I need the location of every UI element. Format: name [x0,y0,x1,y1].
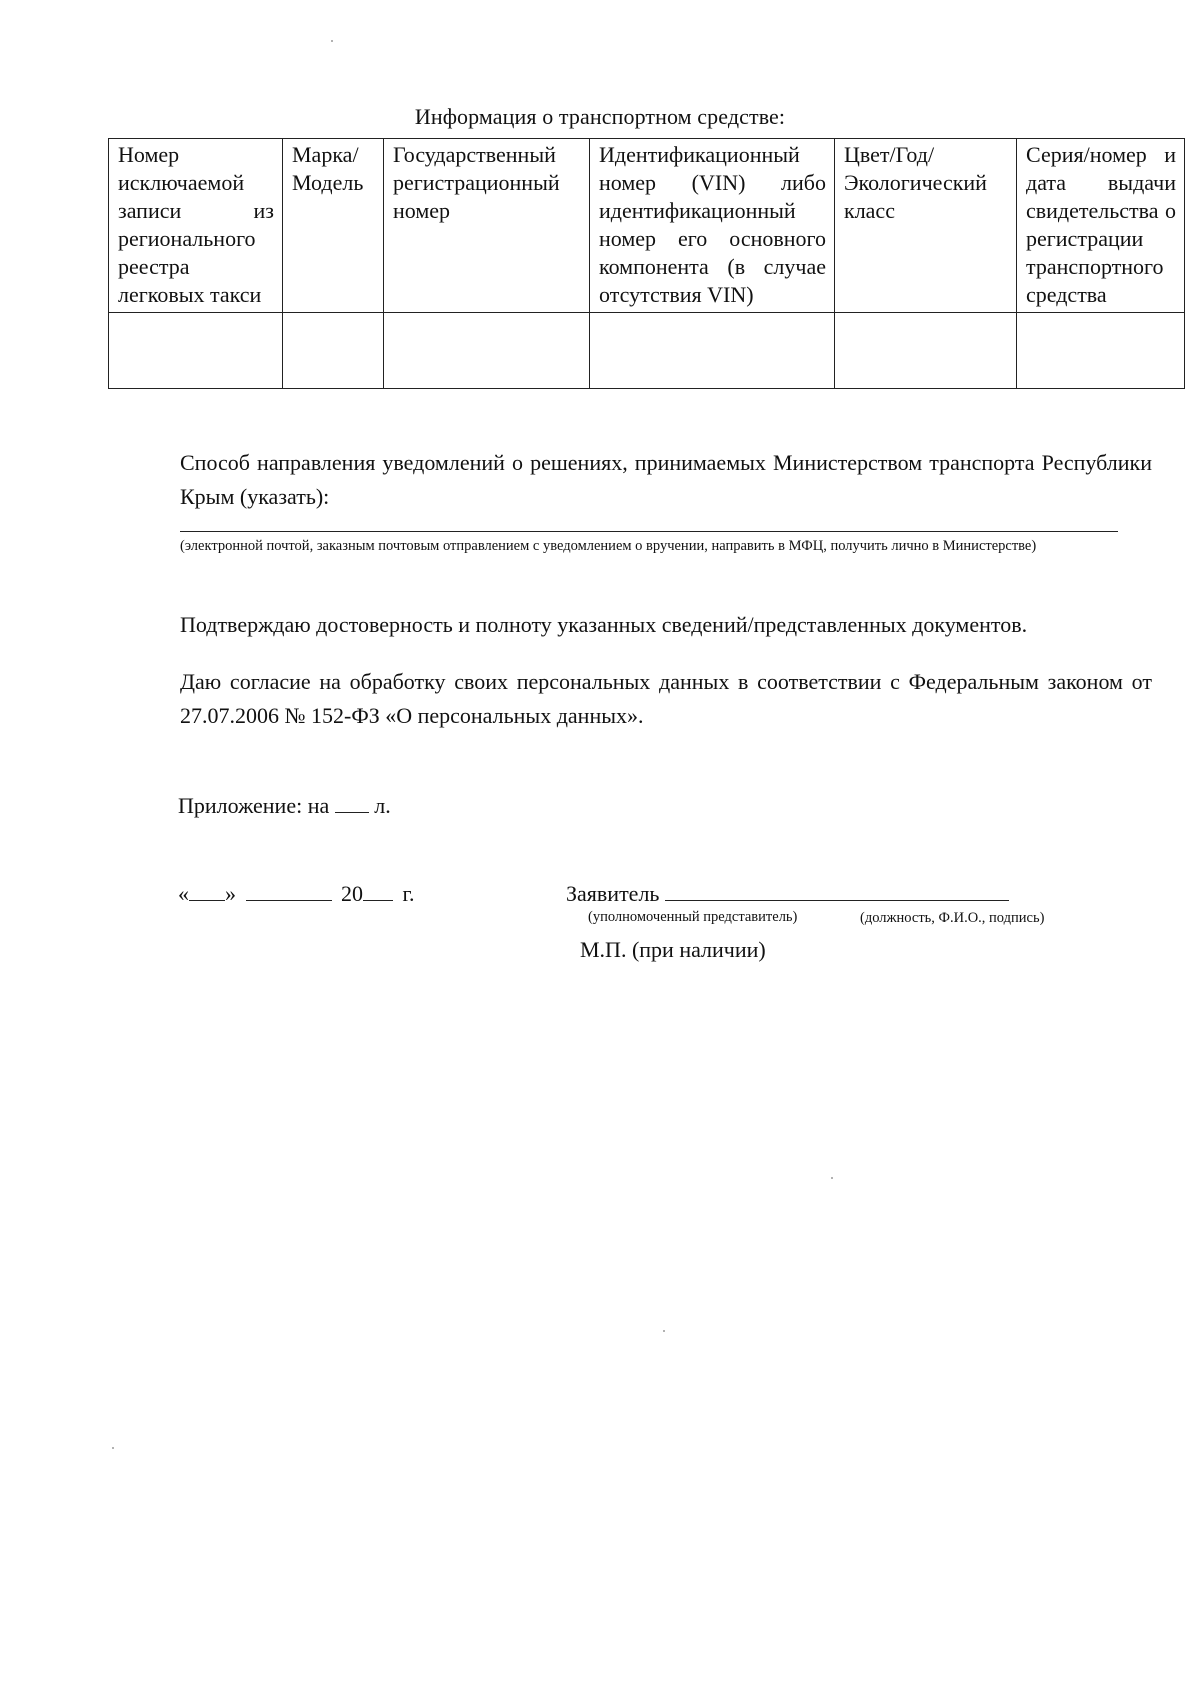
date-day-blank[interactable] [189,880,225,901]
date-line [178,880,415,908]
confirmation-text: Подтверждаю достоверность и полноту указанных сведений/представленных документов. [180,612,1028,637]
scan-speck [112,1447,114,1449]
date-year-suffix: г. [402,881,415,906]
table-row [109,313,1185,389]
attachment-suffix: л. [374,793,391,818]
signature-caption: (должность, Ф.И.О., подпись) [860,910,1045,926]
notification-method-input-line[interactable] [180,531,1118,532]
consent-text: Даю согласие на обработку своих персональных данных в соответствии с Федеральным законом от 27.07.2006 № 152-ФЗ «О персональных данных». [180,669,1152,728]
table-cell[interactable] [109,313,283,389]
applicant-signature-blank[interactable] [665,880,1009,901]
date-open-quote: « [178,881,189,906]
vehicle-info-table [108,138,1185,389]
table-header-row [109,139,1185,313]
representative-caption: (уполномоченный представитель) [588,909,798,925]
date-century: 20 [341,881,363,906]
column-header-plate-number: Государственный регистрационный номер [384,139,590,313]
scan-speck [663,1330,665,1332]
column-header-registry-record: Номер исключаемой записи из регионального реестра легковых такси [109,139,283,313]
date-close-quote: » [225,881,236,906]
notification-method-hint: (электронной почтой, заказным почтовым отправлением с уведомлением о вручении, направить в МФЦ, получить лично в Министерстве) [180,538,1037,554]
table-caption: Информация о транспортном средстве: [414,104,786,129]
column-header-make-model: Марка/ Модель [283,139,384,313]
applicant-line [566,880,1009,908]
column-header-vin: Идентификационный номер (VIN) либо идентификационный номер его основного компонента (в случае отсутствия VIN) [590,139,835,313]
attachment-pages-blank[interactable] [335,792,369,813]
table-cell[interactable] [283,313,384,389]
attachment-line [178,792,391,820]
column-header-registration-certificate: Серия/номер и дата выдачи свидетельства о регистрации транспортного средства [1017,139,1185,313]
notification-method-text: Способ направления уведомлений о решениях, принимаемых Министерством транспорта Республики Крым (указать): [180,450,1152,509]
attachment-prefix: Приложение: на [178,793,330,818]
seal-text: М.П. (при наличии) [580,937,766,962]
scan-speck [831,1177,833,1179]
date-year-blank[interactable] [363,880,393,901]
table-cell[interactable] [1017,313,1185,389]
column-header-color-year-class: Цвет/Год/ Экологический класс [835,139,1017,313]
table-cell[interactable] [590,313,835,389]
applicant-label: Заявитель [566,881,660,906]
table-cell[interactable] [384,313,590,389]
date-month-blank[interactable] [246,880,332,901]
scan-speck [331,40,333,42]
table-cell[interactable] [835,313,1017,389]
